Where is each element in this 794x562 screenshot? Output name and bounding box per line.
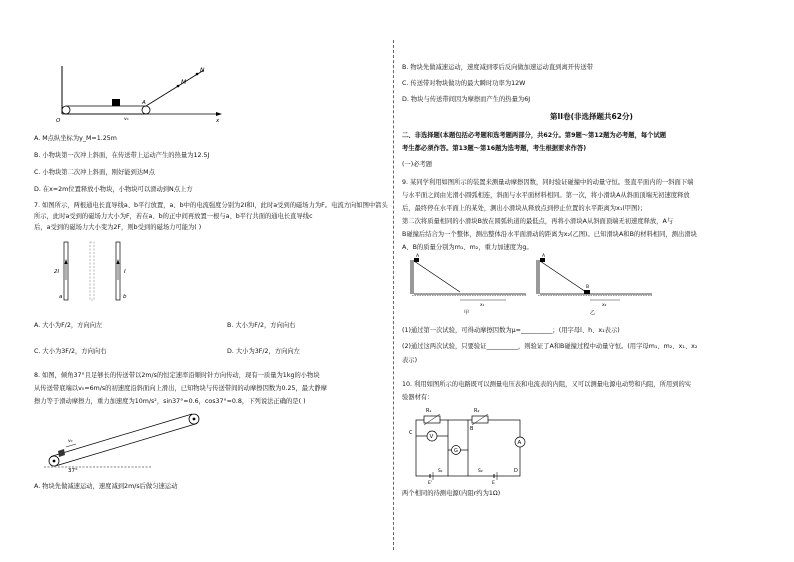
left-column	[34, 0, 386, 562]
label-x: x	[216, 118, 220, 124]
label-block-b: B	[586, 285, 590, 290]
q8-option-d: D. 物块与传送带间因为摩擦而产生的热量为6J	[402, 96, 531, 103]
right-column	[402, 0, 762, 562]
q10-stem-line1: 10. 利用如图所示的电路既可以测量电压表和电流表的内阻，又可以测量电源电动势和内阻，所用到的实	[402, 381, 692, 388]
q6-option-c: C. 小物块第二次冲上斜面，刚好能到达M点	[34, 169, 155, 176]
q9-sub2-continued: 表示)	[402, 357, 418, 364]
q9-stem-line5: B碰撞后结合为一个整体，测出整体沿水平面滑动的距离为x₂(乙图)。已知滑块A和B的材料相同，测出滑块	[402, 231, 697, 238]
label-e: E	[492, 481, 495, 486]
label-e-prime: E'	[428, 481, 433, 486]
required-section-heading: (一)必考题	[402, 161, 433, 168]
q6-option-a: A. M点纵坐标为y_M=1.25m	[34, 135, 117, 142]
part2-title: 第II卷(非选择题共62分)	[550, 112, 633, 121]
label-s2: S₂	[478, 469, 483, 474]
label-a: A	[142, 100, 146, 106]
q9-sub1: (1)通过第一次试验，可得动摩擦因数为μ=__________；(用字母l、h、x₁表示)	[402, 327, 620, 334]
q9-stem-line1: 9. 某同学利用如图所示的装置来测量动摩擦因数，同时验证碰撞中的动量守恒。竖直平面内的一斜面下端	[402, 179, 694, 186]
label-i: I	[124, 269, 126, 275]
part2-description-line1: 二、非选择题(本题包括必考题和选考题两部分，共62分。第9题～第12题为必考题，每个试题	[402, 132, 667, 139]
q9-stem-line4: 第二次将质量相同的小滑块B放在圆弧轨道的最低点，再将小滑块A从斜面顶端无初速度释放，A与	[402, 218, 674, 225]
q7-option-b: B. 大小为F/2，方向向右	[227, 322, 296, 329]
label-node-c: C	[409, 430, 413, 436]
label-v0-conveyor: v₀	[68, 439, 73, 444]
label-m: M	[181, 79, 187, 86]
q10-footer: 两个相同的待测电源(内阻r约为1Ω)	[402, 490, 501, 497]
q9-stem-line6: A、B的质量分别为m₁、m₂，重力加速度为g。	[402, 244, 533, 251]
q7-stem-line1: 7. 如图所示，两根通电长直导线a、b平行放置，a、b中的电流强度分别为2I和I，此时a受到的磁场力为F。电流方向如图中箭头	[34, 202, 388, 209]
q8-option-c: C. 传送带对物块做功的最大瞬时功率为12W	[402, 80, 526, 87]
q6-option-d: D. 在x=2m位置释放小物块，小物块可以滑动到N点上方	[34, 186, 193, 193]
q8-stem-line2: 从传送带底端以v₀=6m/s的初速度沿斜面向上滑出，已知物块与传送带间的动摩擦因数为0.25，最大静摩	[34, 385, 327, 392]
column-divider	[393, 40, 394, 550]
label-x2: x₂	[602, 303, 607, 308]
label-s1: S₁	[438, 469, 443, 474]
q10-stem-line2: 验器材有：	[402, 394, 434, 401]
label-n: N	[200, 67, 205, 74]
slope-figure-jia	[408, 254, 528, 316]
q7-option-a: A. 大小为F/2，方向向左	[34, 322, 103, 329]
circuit-diagram	[408, 408, 528, 484]
q8-stem-line1: 8. 如图，倾角37°且足够长的传送带以2m/s的恒定速率沿顺时针方向传动，现有一质量为1kg的小物块	[34, 372, 320, 379]
q7-option-c: C. 大小为3F/2，方向向右	[34, 348, 107, 355]
label-ammeter: A	[517, 440, 522, 446]
label-2i: 2I	[54, 269, 60, 275]
label-o: O	[56, 118, 61, 124]
label-angle: 37°	[68, 468, 78, 474]
label-r2: R₂	[474, 408, 480, 414]
label-block-a-jia: A	[416, 254, 420, 259]
parallel-wires-figure	[54, 240, 142, 304]
part2-description-line2: 考生都必须作答。第13题～第16题为选考题，考生根据要求作答)	[402, 145, 587, 152]
label-v0: v₀	[124, 117, 129, 122]
q8-option-a: A. 物块先做减速运动，速度减到2m/s后做匀速运动	[34, 483, 178, 490]
q8-option-b: B. 物块先做减速运动，速度减到零后反向做加速运动直到离开传送带	[402, 64, 593, 71]
slope-figure-yi	[534, 254, 654, 316]
q7-stem-line3: 后，a受到的磁场力大小变为2F，则b受到的磁场力可能为( )	[34, 224, 202, 231]
label-galvanometer: G	[454, 448, 458, 454]
q9-stem-line3: 后，最终停在水平面上的某处，测出小滑块从释放点到停止位置的水平距离为x₁(甲图)；	[402, 205, 647, 212]
label-jia: 甲	[464, 310, 470, 316]
q7-option-d: D. 大小为3F/2，方向向左	[227, 348, 300, 355]
label-wire-b: b	[123, 294, 127, 300]
q7-stem-line2: 所示，此时a受到的磁场力大小为F，若在a、b的正中间再放置一根与a、b平行共面的通电长直导线c	[34, 213, 313, 220]
label-block-a-yi: A	[542, 254, 546, 259]
label-r1: R₁	[426, 408, 432, 414]
incline-conveyor-figure	[54, 62, 224, 122]
label-wire-a: a	[59, 294, 63, 300]
inclined-conveyor-figure	[42, 410, 212, 472]
q9-sub2: (2)通过这两次试验，只要验证__________，则验证了A和B碰撞过程中动量守恒。(用字母m₁、m₂、x₁、x₂	[402, 343, 698, 350]
q9-stem-line2: 与水平面之间由光滑小圆弧相连，斜面与水平面材料相同。第一次，将小滑块A从斜面顶端无初速度释放	[402, 192, 690, 199]
q6-option-b: B. 小物块第一次冲上斜面，在传送带上运动产生的热量为12.5J	[34, 152, 210, 159]
label-yi: 乙	[590, 310, 596, 316]
q8-stem-line3: 擦力等于滑动摩擦力，重力加速度为10m/s²，sin37°=0.6，cos37°=0.8，下列说法正确的是( )	[34, 398, 306, 405]
label-node-d: D	[514, 468, 518, 474]
label-node-b: B	[470, 426, 474, 432]
label-x1: x₁	[480, 303, 485, 308]
label-voltmeter: V	[429, 434, 434, 440]
